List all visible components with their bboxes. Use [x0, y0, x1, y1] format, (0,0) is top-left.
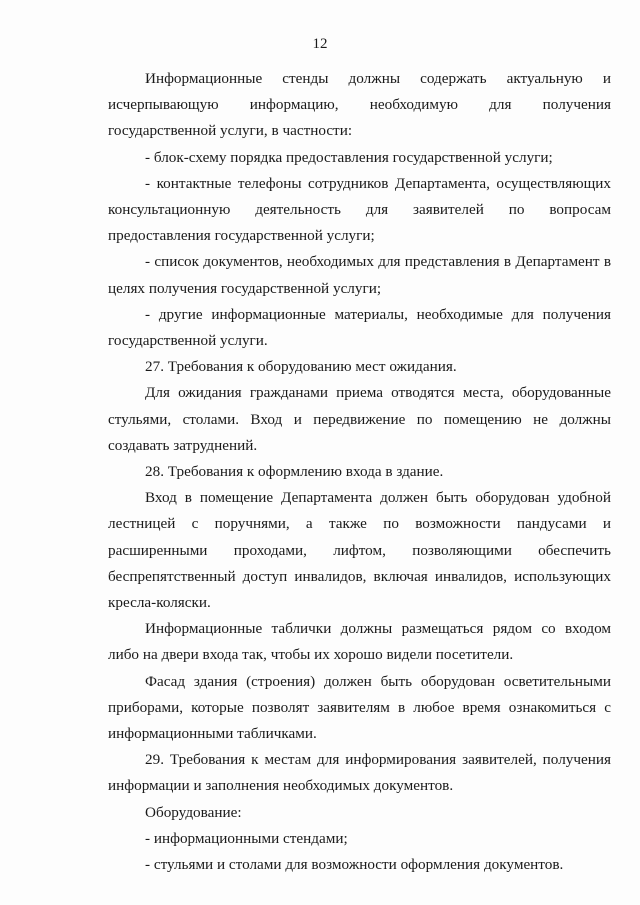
paragraph-facade: Фасад здания (строения) должен быть оборудован осветительными приборами, которые позволят заявителям в любое время ознакомиться с информационными табличками.	[108, 672, 611, 743]
section-heading-29: 29. Требования к местам для информирования заявителей, получения информации и заполнения необходимых документов.	[108, 751, 611, 795]
paragraph-block-scheme: - блок-схему порядка предоставления государственной услуги;	[145, 148, 553, 166]
page-number: 12	[312, 36, 328, 52]
paragraph-entrance: Вход в помещение Департамента должен быть оборудован удобной лестницей с поручнями, а также по возможности пандусами и расширенными проходами, лифтом, позволяющими обеспечить беспрепятственный доступ инвалидов, включая инвалидов, использующих кресла-коляски.	[108, 489, 611, 612]
document-body	[108, 66, 611, 878]
paragraph-equipment-title: Оборудование:	[145, 803, 242, 821]
paragraph-waiting-places: Для ожидания гражданами приема отводятся места, оборудованные стульями, столами. Вход и передвижение по помещению не должны создавать затруднений.	[108, 384, 611, 454]
paragraph-equipment-furniture: - стульями и столами для возможности оформления документов.	[145, 856, 564, 874]
section-heading-28: 28. Требования к оформлению входа в здание.	[145, 463, 444, 481]
paragraph-info-signs: Информационные таблички должны размещаться рядом со входом либо на двери входа так, чтобы их хорошо видели посетители.	[108, 620, 611, 664]
paragraph-equipment-stands: - информационными стендами;	[145, 829, 348, 847]
section-heading-27: 27. Требования к оборудованию мест ожидания.	[145, 358, 457, 376]
paragraph-info-stands: Информационные стенды должны содержать актуальную и исчерпывающую информацию, необходимую для получения государственной услуги, в частности:	[108, 70, 611, 140]
paragraph-document-list: - список документов, необходимых для представления в Департамент в целях получения государственной услуги;	[108, 253, 611, 297]
paragraph-contact-phones: - контактные телефоны сотрудников Департамента, осуществляющих консультационную деятельность для заявителей по вопросам предоставления государственной услуги;	[108, 174, 611, 245]
paragraph-other-materials: - другие информационные материалы, необходимые для получения государственной услуги.	[108, 305, 611, 350]
